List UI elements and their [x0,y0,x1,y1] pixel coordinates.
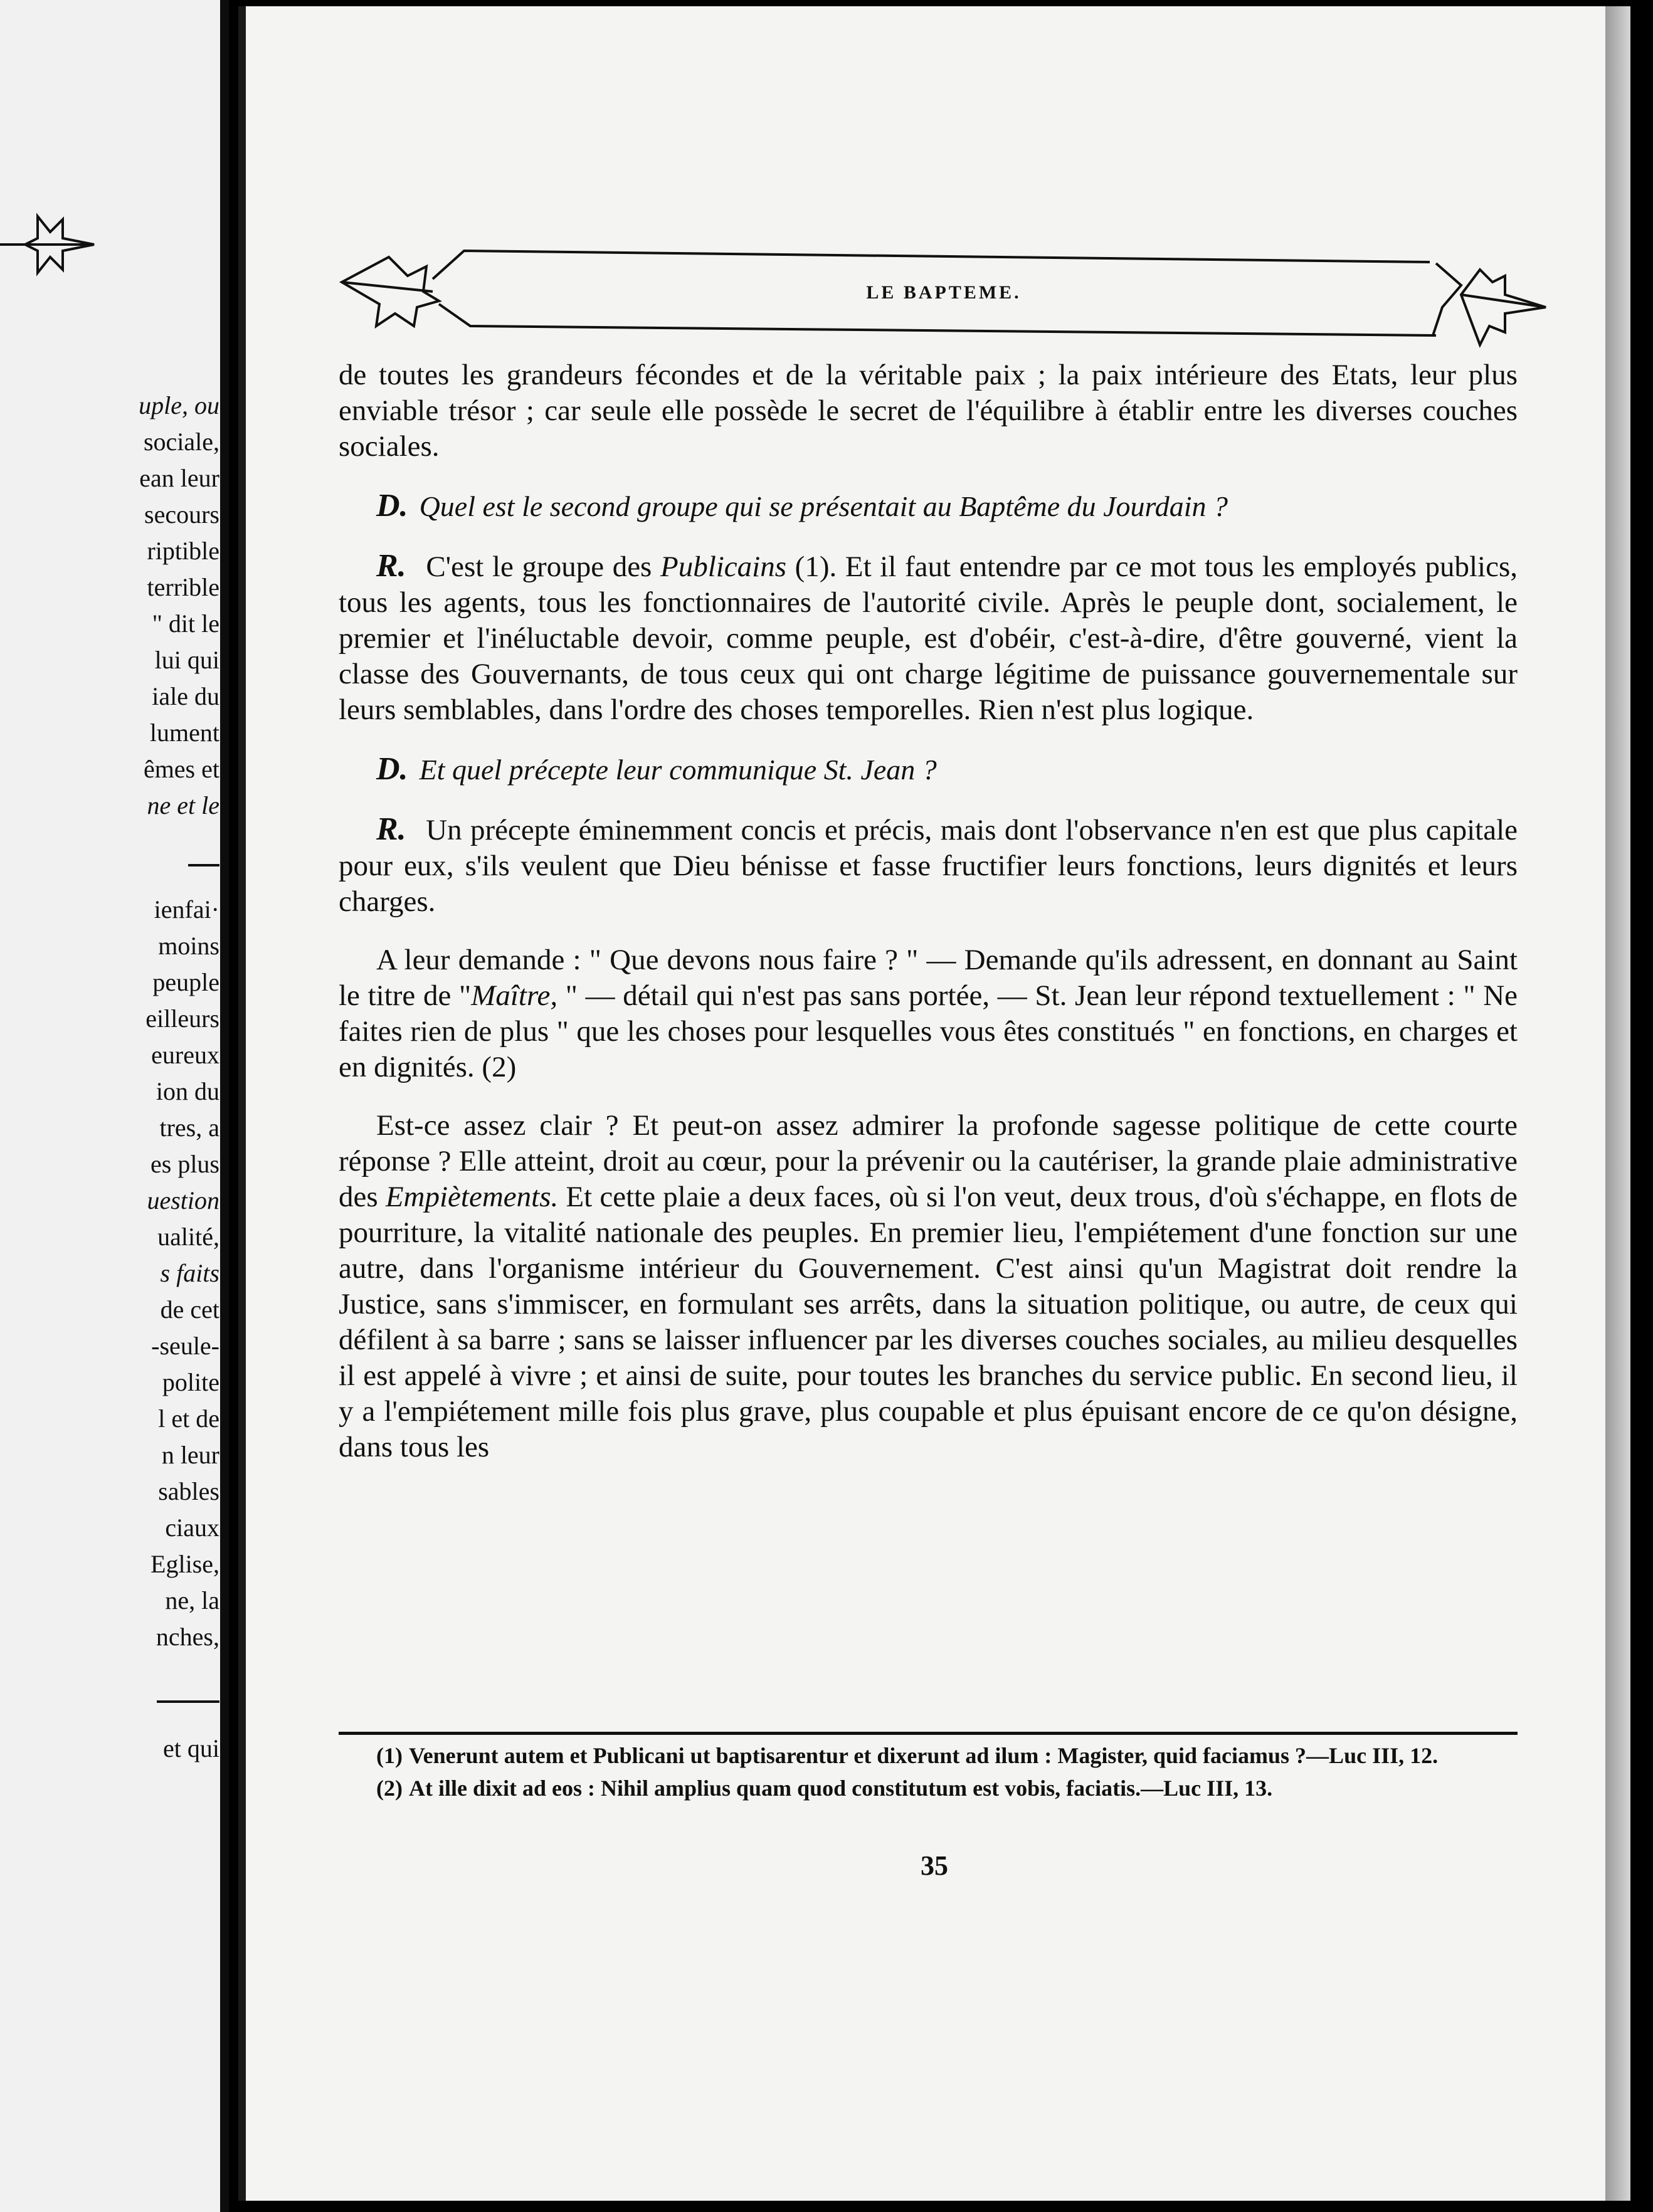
footnote-number: (2) [376,1776,403,1801]
left-page-line: moins [158,932,219,960]
left-page-line: es plus [151,1150,219,1178]
left-page-line: et qui [163,1734,219,1762]
footnote-ref-1: (1). [795,550,837,583]
paragraph-2 [339,942,1518,1085]
response-2 [339,811,1518,920]
left-page-line: êmes et [143,755,219,783]
left-page-line: eilleurs [145,1004,219,1033]
response-2-text: Un précepte éminemment concis et précis, mais dont l'observance n'en est que plus capitale pour eux, s'ils veulent que Dieu bénisse et fasse fructifier leurs fonctions, leurs dignités et leurs charges. [339,814,1518,918]
footnote-text: Venerunt autem et Publicani ut baptisarentur et dixerunt ad ilum : Magister, quid faciamus ?—Luc III, 12. [408,1743,1439,1768]
left-page-text [0,0,229,2212]
response-marker: R. [376,811,406,847]
left-page-line: lui qui [154,646,219,674]
response-marker: R. [376,548,406,584]
left-page-line: eureux [151,1041,219,1069]
left-page-line: nches, [156,1623,219,1651]
question-2-text: Et quel précepte leur communique St. Jean ? [419,754,937,786]
paragraph-2-a: A leur demande : " Que devons nous faire ? " — Demande qu'ils adressent, en donnant au Saint le titre de " [339,944,1518,1012]
footnote-number: (1) [376,1743,403,1768]
left-page-line: s faits [160,1259,219,1287]
page-number: 35 [921,1850,948,1881]
left-page-line: ienfai· [154,895,219,924]
header-title: LE BAPTEME. [866,282,1022,303]
paragraph-3-a: Est-ce assez clair ? Et peut-on assez admirer la profonde sagesse politique de cette courte réponse ? Elle atteint, droit au cœur, pour la prévenir ou la cautériser, la grande plaie administrative des [339,1109,1518,1213]
left-page-line: sables [158,1477,219,1505]
left-page-fragment [0,0,229,2212]
left-page-line: iale du [152,682,219,710]
maitre-term: Maître, [471,979,558,1012]
response-1-rest: Et il faut entendre par ce mot tous les employés publics, tous les agents, tous les fonctionnaires de l'autorité civile. Après le peuple dont, socialement, le premier et l'inéluctable devoir, comme peuple, est d'obéir, c'est-à-dire, d'être gouverné, vient la classe des Gouvernants, de tous ceux qui ont charge légitime de puissance gouvernementale sur leurs semblables, dans l'ordre des choses temporelles. Rien n'est plus logique. [339,550,1518,726]
question-2 [376,750,1518,789]
empietements-term: Empiètements. [385,1181,559,1213]
left-page-line: Eglise, [151,1550,219,1578]
publicains-term: Publicains [660,550,787,583]
left-page-line: sociale, [143,428,219,456]
question-1-text: Quel est le second groupe qui se présentait au Baptême du Jourdain ? [419,490,1228,522]
footnotes [339,1742,1518,1807]
body-text [339,357,1518,1488]
left-page-line: uestion [147,1186,219,1214]
left-page-line: ciaux [165,1514,219,1542]
left-page-line: polite [162,1368,219,1396]
left-page-line: ualité, [157,1223,219,1251]
left-page-line: l et de [158,1404,219,1433]
left-page-line: tres, a [159,1114,219,1142]
page-gutter [220,0,229,2212]
left-page-line: -seule- [151,1332,219,1360]
left-page-rule-1 [188,864,219,866]
paragraph-3 [339,1108,1518,1465]
paragraph-3-b: Et cette plaie a deux faces, où si l'on veut, deux trous, d'où s'échappe, en flots de pourriture, la vitalité nationale des peuples. En premier lieu, l'empiétement d'une fonction sur une autre, dans l'organisme intérieur du Gouvernement. C'est ainsi qu'un Magistrat doit rendre la Justice, sans s'immiscer, en formulant ses arrêts, dans la situation politique, ou autre, de ceux qui défilent à sa barre ; sans se laisser influencer par les diverses couches sociales, au milieu desquelles il est appelé à vivre ; et ainsi de suite, pour toutes les branches du service public. En second lieu, il y a l'empiétement mille fois plus grave, plus coupable et plus épuisant encore de ce qu'on désigne, dans tous les [339,1181,1518,1463]
left-page-line: riptible [147,537,219,565]
left-page-line: ean leur [139,464,219,492]
paragraph-1: de toutes les grandeurs fécondes et de la véritable paix ; la paix intérieure des Etats, leur plus enviable trésor ; car seule elle possède le secret de l'équilibre à établir entre les diverses couches sociales. [339,359,1518,463]
left-page-line: ne, la [165,1586,219,1614]
question-1 [376,487,1518,525]
left-page-line: " dit le [152,609,219,638]
response-1-lead: C'est le groupe des [426,550,652,583]
running-header [339,232,1549,357]
paragraph-2-b: " — détail qui n'est pas sans portée, — St. Jean leur répond textuellement : " Ne faites rien de plus " que les choses pour lesquelles vous êtes constitués " en fonctions, en charges et en dignités. (2) [339,979,1518,1083]
left-page-line: ne et le [147,791,219,819]
footnote-2 [339,1774,1518,1802]
response-1 [339,548,1518,728]
left-page-line: peuple [152,968,219,996]
main-page [238,6,1630,2201]
left-page-line: n leur [161,1441,219,1469]
left-page-line: secours [144,500,219,529]
question-marker: D. [376,751,408,787]
left-page-line: de cet [160,1295,219,1324]
left-page-line: uple, ou [139,391,219,419]
left-page-line: terrible [147,573,219,601]
footnote-rule [339,1732,1518,1735]
footnote-text: At ille dixit ad eos : Nihil amplius quam quod constitutum est vobis, faciatis.—Luc III, 13. [408,1776,1273,1801]
question-marker: D. [376,488,408,524]
left-page-rule-2 [157,1700,219,1703]
left-page-line: ion du [156,1077,219,1105]
left-page-line: lument [149,719,219,747]
footnote-1 [339,1742,1518,1769]
